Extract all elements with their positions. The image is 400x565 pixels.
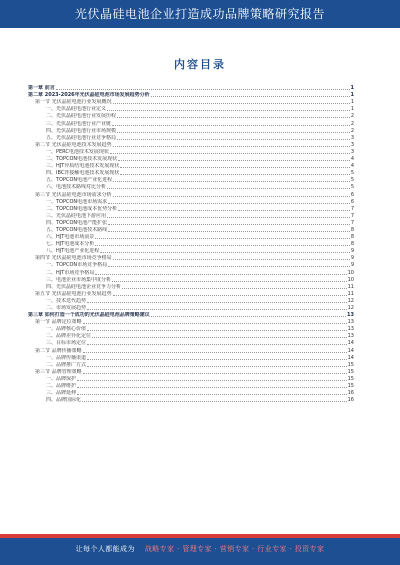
toc-entry[interactable] [28,283,354,290]
toc-entry[interactable] [28,318,354,325]
toc-entry[interactable] [28,98,354,105]
toc-page-number: 13 [347,326,354,333]
toc-entry[interactable] [28,276,354,283]
toc-entry-text: 第四节 光伏晶硅电池市场竞争格局 [35,255,112,262]
toc-page-number: 3 [350,134,354,141]
toc-page-number: 14 [347,340,354,347]
toc-entry[interactable] [28,240,354,247]
toc-entry-text: 第二节 光伏晶硅电池技术发展趋势 [35,141,112,148]
toc-entry-text: 第二章 2023-2026年光伏晶硅电池市场发展趋势分析 [28,92,150,99]
toc-dot-leader [87,309,347,310]
toc-entry[interactable] [28,375,354,382]
toc-entry[interactable] [28,346,354,353]
toc-dot-leader [107,188,350,189]
toc-dot-leader [95,245,350,246]
toc-entry[interactable] [28,332,354,339]
toc-entry-text: 二、品牌维护 [46,383,77,390]
toc-page-number: 1 [350,85,354,92]
toc-page-number: 2 [350,113,354,120]
toc-page-number: 9 [350,255,354,262]
toc-dot-leader [87,344,347,345]
toc-dot-leader [77,394,347,395]
toc-page-number: 7 [350,219,354,226]
report-title: 光伏晶硅电池企业打造成功品牌策略研究报告 [74,7,325,21]
toc-entry[interactable] [28,198,354,205]
toc-entry-text: 二、TOPCON电池技术发展现状 [46,156,118,163]
toc-dot-leader [112,125,350,126]
toc-entry-text: 二、光伏晶硅电池行业发展历程 [46,113,117,120]
toc-entry-text: 第三章 如何打造一个成功的光伏晶硅电池品牌策略建议 [28,312,150,319]
toc-dot-leader [122,288,347,289]
toc-page-number: 8 [350,241,354,248]
toc-page-number: 10 [347,269,354,276]
toc-entry[interactable] [28,396,354,403]
toc-page-number: 8 [350,234,354,241]
toc-page-number: 4 [350,156,354,163]
toc-page-number: 14 [347,354,354,361]
toc-entry[interactable] [28,325,354,332]
toc-entry-text: 七、HJT电池成本分析 [46,241,95,248]
toc-entry-text: 三、光伏晶硅电池行业产业链 [46,120,112,127]
toc-page-number: 5 [350,177,354,184]
toc-entry[interactable] [28,226,354,233]
toc-page-number: 2 [350,120,354,127]
toc-entry[interactable] [28,304,354,311]
toc-page-number: 15 [347,368,354,375]
toc-entry-text: 第五节 光伏晶硅电池行业发展趋势 [35,290,112,297]
toc-entry-text: 一、品牌核心价值 [46,326,87,333]
toc-dot-leader [113,295,347,296]
toc-entry-text: 四、光伏晶硅电池企业竞争力分析 [46,283,122,290]
toc-page-number: 3 [350,141,354,148]
toc-entry[interactable] [28,233,354,240]
toc-page-number: 9 [350,248,354,255]
toc-entry-text: 一、TOPCON市场竞争格局 [46,262,108,269]
table-of-contents [28,84,354,524]
toc-dot-leader [113,259,350,260]
toc-page-number: 1 [350,92,354,99]
toc-entry[interactable] [28,268,354,275]
toc-entry[interactable] [28,169,354,176]
toc-page-number: 16 [347,390,354,397]
toc-dot-leader [113,196,350,197]
toc-page-number: 6 [350,198,354,205]
toc-dot-leader [108,231,350,232]
toc-entry[interactable] [28,297,354,304]
toc-entry[interactable] [28,212,354,219]
toc-entry[interactable] [28,141,354,148]
toc-dot-leader [108,266,350,267]
toc-page-number: 5 [350,170,354,177]
toc-entry-text: 一、TOPCON电池市场需求 [46,198,108,205]
toc-entry-text: 一、光伏晶硅电池行业定义 [46,106,107,113]
toc-page-number: 12 [347,305,354,311]
toc-page-number: 16 [347,397,354,404]
toc-page-number: 7 [350,212,354,219]
toc-page-number: 3 [350,148,354,155]
toc-dot-leader [95,238,350,239]
toc-page-number: 8 [350,226,354,233]
toc-entry-text: 三、品牌延伸 [46,390,77,397]
toc-entry-text: 第一节 品牌定位策略 [35,319,82,326]
toc-entry-text: 二、HJT市场竞争格局 [46,269,95,276]
toc-dot-leader [83,373,347,374]
toc-entry[interactable] [28,91,354,98]
toc-entry[interactable] [28,389,354,396]
toc-entry-text: 第一章 前言 [28,85,55,92]
toc-entry-text: 第三节 光伏晶硅电池市场需求分析 [35,191,112,198]
toc-dot-leader [95,274,346,275]
footer-text [0,544,400,554]
toc-dot-leader [107,110,350,111]
toc-entry-text: 五、光伏晶硅电池行业竞争格局 [46,134,117,141]
toc-entry[interactable] [28,219,354,226]
toc-dot-leader [117,117,350,118]
toc-entry[interactable] [28,162,354,169]
toc-entry[interactable] [28,119,354,126]
toc-entry[interactable] [28,311,354,318]
toc-entry-text: 一、技术迭代趋势 [46,297,87,304]
toc-page-number: 5 [350,184,354,191]
toc-entry-text: 三、目标市场定位 [46,340,87,347]
toc-entry[interactable] [28,84,354,91]
toc-entry-text: 二、品牌推广方式 [46,361,87,368]
toc-entry-text: 五、TOPCON电池技术路线 [46,226,108,233]
toc-dot-leader [100,252,350,253]
page-footer [0,534,400,565]
footer-slogan: 让每个人都能成为 [75,545,135,553]
toc-title: 内容目录 [174,58,226,71]
toc-page-number: 1 [350,99,354,106]
toc-page-number: 13 [347,333,354,340]
toc-dot-leader [113,181,350,182]
toc-dot-leader [83,352,347,353]
toc-dot-leader [117,132,350,133]
toc-dot-leader [112,281,347,282]
toc-entry-text: 四、TOPCON电池产能扩张 [46,219,108,226]
report-header [0,0,400,28]
toc-entry[interactable] [28,261,354,268]
toc-page-number: 13 [347,319,354,326]
toc-dot-leader [113,103,350,104]
toc-entry[interactable] [28,134,354,141]
toc-entry[interactable] [28,155,354,162]
toc-entry-text: 六、电池技术路线对比分析 [46,184,107,191]
toc-entry-text: 二、品牌差异化定位 [46,333,92,340]
toc-entry[interactable] [28,290,354,297]
toc-dot-leader [107,217,350,218]
toc-entry-text: 六、HJT电池市场前景 [46,234,95,241]
toc-entry-text: 三、光伏晶硅电池下游应用 [46,212,107,219]
toc-page-number: 15 [347,383,354,390]
toc-entry-text: 二、市场发展趋势 [46,305,87,311]
toc-page-number: 12 [347,297,354,304]
toc-entry-text: 二、TOPCON电池成本优势分析 [46,205,118,212]
toc-entry[interactable] [28,205,354,212]
toc-dot-leader [87,302,347,303]
toc-entry[interactable] [28,361,354,368]
toc-entry[interactable] [28,176,354,183]
footer-accent-strip [0,534,400,538]
toc-entry[interactable] [28,148,354,155]
toc-dot-leader [82,401,347,402]
footer-tagline: 战略专家 · 管理专家 · 营销专家 · 行业专家 · 投资专家 [144,545,325,553]
toc-dot-leader [110,153,350,154]
toc-entry-text: 四、IBC背接触电池技术发展现状 [46,170,120,177]
toc-entry[interactable] [28,368,354,375]
toc-dot-leader [151,316,346,317]
toc-entry-text: 四、光伏晶硅电池行业市场规模 [46,127,117,134]
toc-page-number: 11 [347,290,354,297]
toc-entry-text: 五、TOPCON电池产业化进程 [46,177,113,184]
toc-dot-leader [92,337,347,338]
toc-dot-leader [151,96,350,97]
toc-dot-leader [108,203,350,204]
toc-page-number: 2 [350,127,354,134]
toc-page-number: 11 [347,283,354,290]
toc-page-number: 7 [350,205,354,212]
toc-entry[interactable] [28,105,354,112]
toc-page-number: 4 [350,163,354,170]
toc-page-number: 6 [350,191,354,198]
toc-page-number: 15 [347,361,354,368]
toc-entry-text: 八、HJT电池产业化进程 [46,248,100,255]
toc-entry[interactable] [28,183,354,190]
toc-page-number: 13 [347,312,354,319]
toc-dot-leader [117,139,350,140]
toc-entry-text: 一、品牌传播渠道 [46,354,87,361]
toc-dot-leader [77,387,347,388]
toc-entry[interactable] [28,190,354,197]
toc-dot-leader [56,89,350,90]
toc-dot-leader [118,210,350,211]
toc-dot-leader [87,330,347,331]
toc-dot-leader [113,146,350,147]
toc-entry[interactable] [28,247,354,254]
toc-dot-leader [120,167,350,168]
toc-entry[interactable] [28,254,354,261]
toc-entry-text: 第三节 品牌管理策略 [35,368,82,375]
toc-page-number: 9 [350,262,354,269]
toc-dot-leader [87,366,347,367]
toc-entry[interactable] [28,382,354,389]
toc-page-number: 1 [350,106,354,113]
toc-dot-leader [77,380,347,381]
toc-entry[interactable] [28,127,354,134]
toc-dot-leader [87,359,347,360]
toc-entry-text: 第二节 品牌传播策略 [35,347,82,354]
toc-page-number: 14 [347,347,354,354]
toc-entry-text: 一、PERC电池技术发展现状 [46,148,109,155]
toc-dot-leader [120,174,350,175]
toc-entry-text: 三、电池企业市场集中度分析 [46,276,112,283]
toc-page-number: 15 [347,375,354,382]
toc-entry[interactable] [28,339,354,346]
toc-dot-leader [118,160,350,161]
toc-dot-leader [83,323,347,324]
toc-entry-text: 一、品牌保护 [46,375,77,382]
toc-dot-leader [108,224,350,225]
toc-entry[interactable] [28,354,354,361]
toc-entry-text: 四、品牌国际化 [46,397,82,404]
toc-entry-text: 三、HJT异质结电池技术发展现状 [46,163,120,170]
toc-entry-text: 第一节 光伏晶硅电池行业发展概况 [35,99,112,106]
toc-page-number: 10 [347,276,354,283]
toc-entry[interactable] [28,112,354,119]
